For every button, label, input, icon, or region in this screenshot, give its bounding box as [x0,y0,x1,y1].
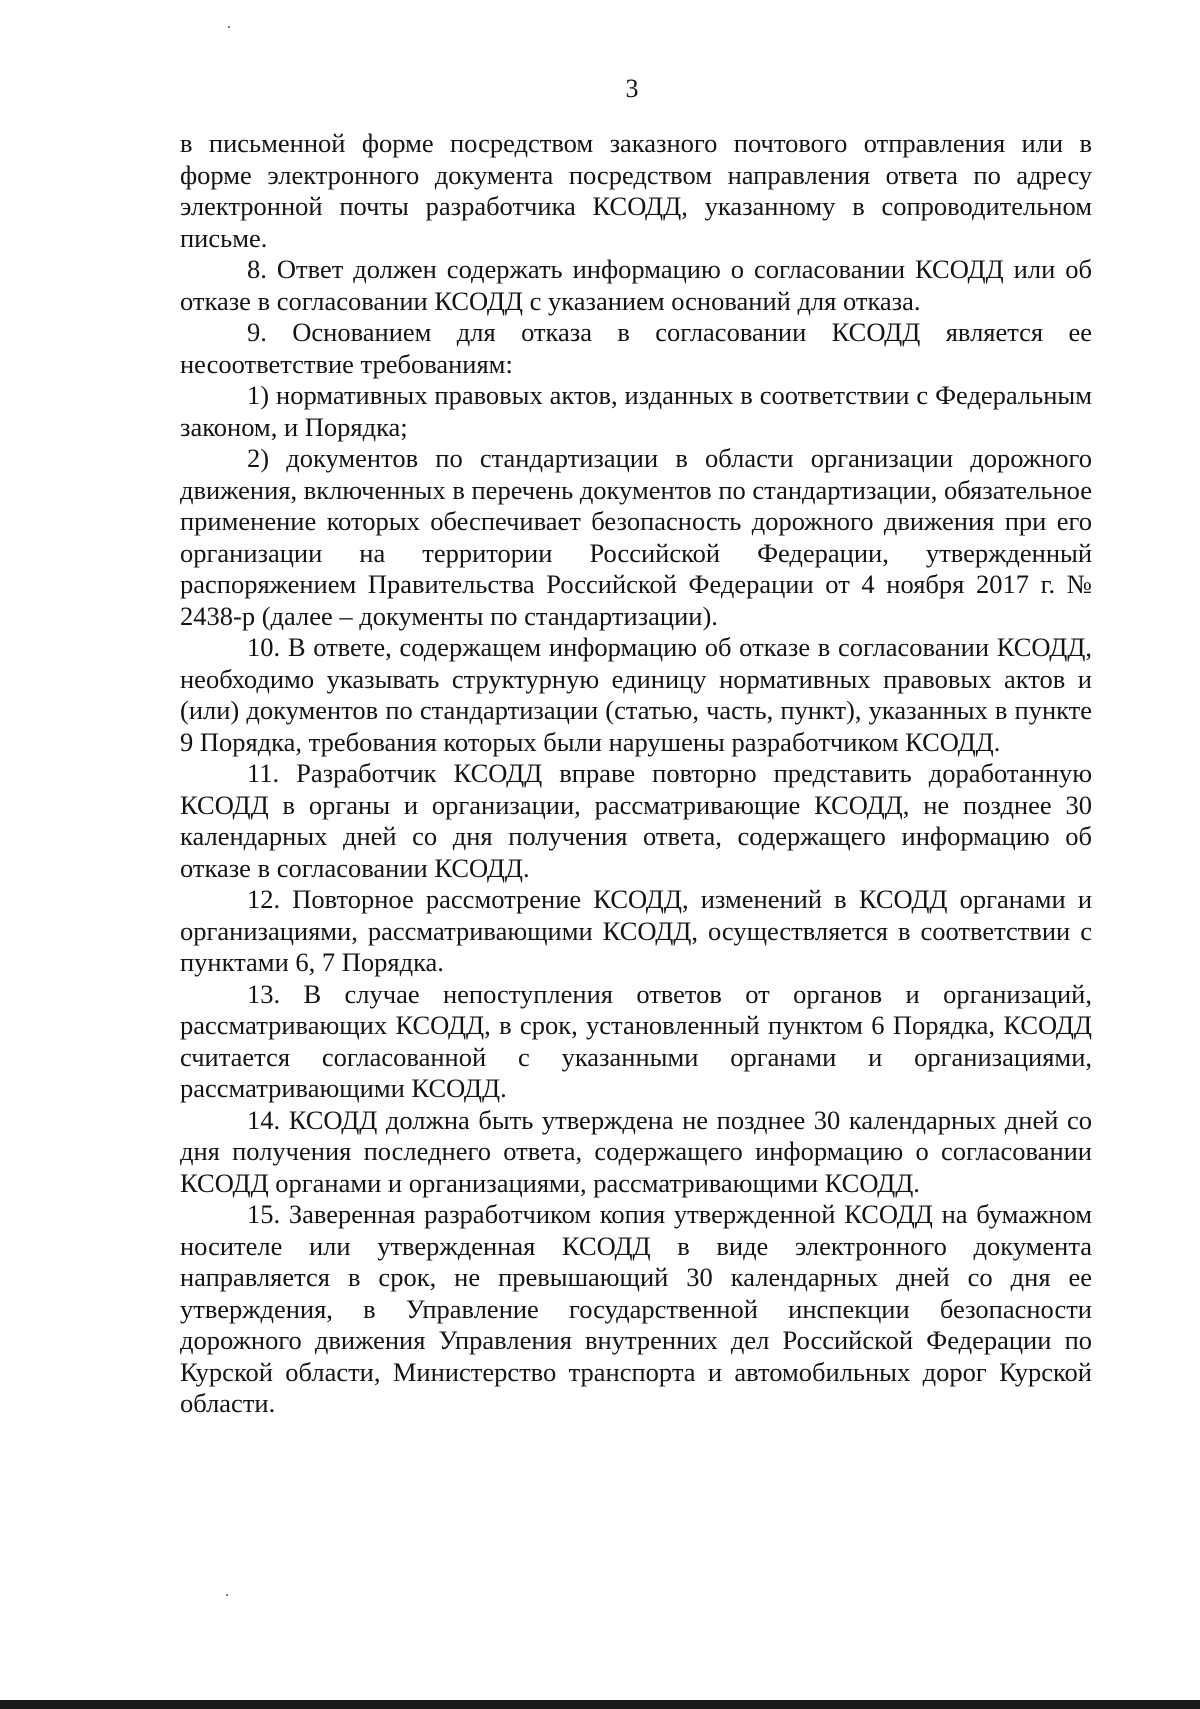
paragraph-item-12: 12. Повторное рассмотрение КСОДД, изменений в КСОДД органами и организациями, рассматривающими КСОДД, осуществляется в соответствии с пунктами 6, 7 Порядка. [180,884,1092,977]
paragraph-continuation: в письменной форме посредством заказного почтового отправления или в форме электронного документа посредством направления ответа по адресу электронной почты разработчика КСОДД, указанному в сопроводительном письме. [180,128,1092,253]
paragraph-item-14: 14. КСОДД должна быть утверждена не позднее 30 календарных дней со дня получения последнего ответа, содержащего информацию о согласовании КСОДД органами и организациями, рассматривающими КСОДД. [180,1104,1092,1198]
paragraph-item-11: 11. Разработчик КСОДД вправе повторно представить доработанную КСОДД в органы и организации, рассматривающие КСОДД, не позднее 30 календарных дней со дня получения ответа, содержащего информацию об отказе в согласовании КСОДД. [180,758,1092,883]
paragraph-item-10: 10. В ответе, содержащем информацию об отказе в согласовании КСОДД, необходимо указывать структурную единицу нормативных правовых актов и (или) документов по стандартизации (статью, часть, пункт), указанных в пункте 9 Порядка, требования которых были нарушены разработчиком КСОДД. [180,632,1092,757]
scan-speck [228,26,230,28]
paragraph-item-15: 15. Заверенная разработчиком копия утвержденной КСОДД на бумажном носителе или утвержденная КСОДД в виде электронного документа направляется в срок, не превышающий 30 календарных дней со дня ее утверждения, в Управление государственной инспекции безопасности дорожного движения Управления внутренних дел Российской Федерации по Курской области, Министерство транспорта и автомобильных дорог Курской области. [180,1199,1092,1418]
document-body [180,128,1092,1420]
paragraph-item-9: 9. Основанием для отказа в согласовании КСОДД является ее несоответствие требованиям: [180,317,1092,379]
paragraph-subitem-1: 1) нормативных правовых актов, изданных в соответствии с Федеральным законом, и Порядка; [180,380,1092,442]
paragraph-item-8: 8. Ответ должен содержать информацию о согласовании КСОДД или об отказе в согласовании КСОДД с указанием оснований для отказа. [180,254,1092,316]
paragraph-item-13: 13. В случае непоступления ответов от органов и организаций, рассматривающих КСОДД, в срок, установленный пунктом 6 Порядка, КСОДД считается согласованной с указанными органами и организациями, рассматривающими КСОДД. [180,978,1092,1103]
scan-speck [226,1594,228,1596]
page-number: 3 [625,74,639,103]
scan-bottom-edge [0,1700,1200,1709]
paragraph-subitem-2: 2) документов по стандартизации в области организации дорожного движения, включенных в перечень документов по стандартизации, обязательное применение которых обеспечивает безопасность дорожного движения при его организации на территории Российской Федерации, утвержденный распоряжением Правительства Российской Федерации от 4 ноября 2017 г. № 2438-р (далее – документы по стандартизации). [180,443,1092,631]
